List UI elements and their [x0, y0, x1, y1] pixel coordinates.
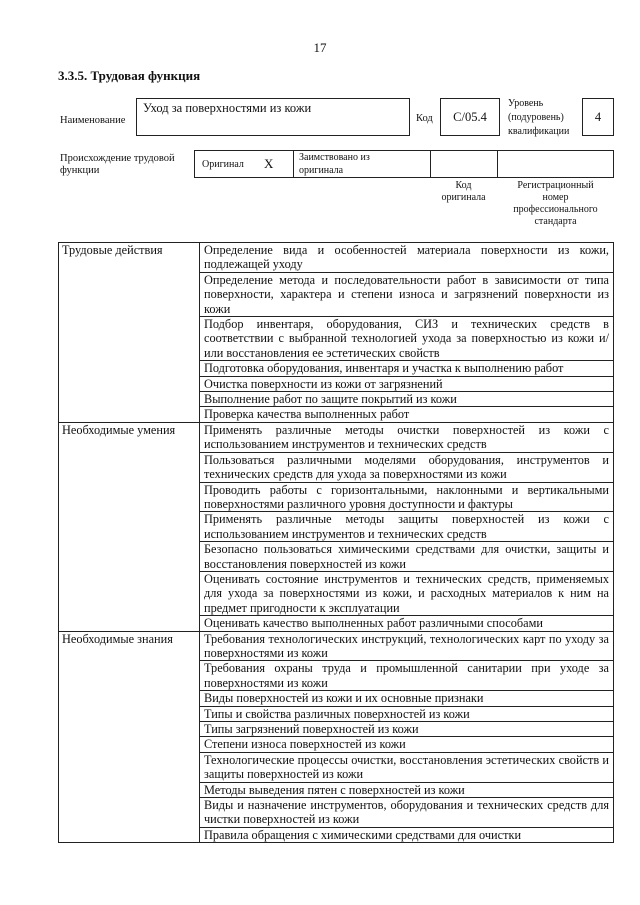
item-cell: Проверка качества выполненных работ	[200, 407, 614, 422]
code-original-line: Код	[455, 180, 472, 191]
item-cell: Правила обращения с химическими средствами для очистки	[200, 827, 614, 842]
item-cell: Требования охраны труда и промышленной санитарии при уходе за поверхностями из кожи	[200, 661, 614, 691]
item-cell: Оценивать качество выполненных работ различными способами	[200, 616, 614, 631]
code-value: С/05.4	[453, 110, 487, 124]
level-label-line: квалификации	[508, 126, 570, 137]
origin-label-line: Происхождение трудовой	[60, 153, 175, 164]
name-value: Уход за поверхностями из кожи	[143, 101, 312, 115]
table-row	[59, 243, 614, 273]
item-cell: Применять различные методы защиты поверхностей из кожи с использованием инструментов и технических средств	[200, 512, 614, 542]
level-value: 4	[594, 110, 602, 124]
item-cell: Подготовка оборудования, инвентаря и участка к выполнению работ	[200, 361, 614, 376]
item-cell: Выполнение работ по защите покрытий из кожи	[200, 392, 614, 407]
item-cell: Определение метода и последовательности работ в зависимости от типа поверхности, характера и степени износа и загрязнений поверхности из кожи	[200, 272, 614, 316]
code-original-line: оригинала	[441, 192, 486, 203]
item-cell: Методы выведения пятен с поверхностей из кожи	[200, 782, 614, 797]
category-cell: Необходимые умения	[59, 422, 200, 631]
item-cell: Очистка поверхности из кожи от загрязнений	[200, 376, 614, 391]
item-cell: Технологические процессы очистки, восстановления эстетических свойств и защиты поверхностей из кожи	[200, 752, 614, 782]
main-table	[58, 242, 614, 843]
original-label: Оригинал	[202, 159, 244, 170]
reg-number-line: номер	[542, 192, 569, 203]
reg-number-line: стандарта	[534, 216, 577, 227]
reg-number-line: профессионального	[513, 204, 598, 215]
borrowed-label-line: оригинала	[299, 165, 344, 176]
level-label-line: Уровень	[508, 98, 544, 109]
item-cell: Определение вида и особенностей материала поверхности из кожи, подлежащей уходу	[200, 243, 614, 273]
page-number: 17	[313, 40, 327, 55]
category-cell: Необходимые знания	[59, 631, 200, 843]
item-cell: Типы загрязнений поверхностей из кожи	[200, 722, 614, 737]
section-title: 3.3.5. Трудовая функция	[58, 68, 201, 83]
item-cell: Подбор инвентаря, оборудования, СИЗ и технических средств в соответствии с выбранной технологией ухода за поверхностью из кожи и/или восстановления ее эстетических свойств	[200, 317, 614, 361]
original-mark: X	[264, 156, 274, 171]
reg-number-line: Регистрационный	[517, 180, 594, 191]
name-label: Наименование	[60, 115, 126, 126]
item-cell: Пользоваться различными моделями оборудования, инструментов и технических средств для ухода за поверхностями из кожи	[200, 452, 614, 482]
item-cell: Степени износа поверхностей из кожи	[200, 737, 614, 752]
item-cell: Проводить работы с горизонтальными, наклонными и вертикальными поверхностями различного уровня доступности и фактуры	[200, 482, 614, 512]
level-label-line: (подуровень)	[508, 112, 564, 123]
table-row	[59, 422, 614, 452]
item-cell: Виды поверхностей из кожи и их основные признаки	[200, 691, 614, 706]
borrowed-label-line: Заимствовано из	[299, 152, 370, 163]
item-cell: Виды и назначение инструментов, оборудования и технических средств для чистки поверхностей из кожи	[200, 798, 614, 828]
item-cell: Применять различные методы очистки поверхностей из кожи с использованием инструментов и технических средств	[200, 422, 614, 452]
item-cell: Требования технологических инструкций, технологических карт по уходу за поверхностями из кожи	[200, 631, 614, 661]
item-cell: Безопасно пользоваться химическими средствами для очистки, защиты и восстановления поверхностей из кожи	[200, 542, 614, 572]
item-cell: Типы и свойства различных поверхностей из кожи	[200, 706, 614, 721]
origin-label-line: функции	[60, 165, 100, 176]
table-row	[59, 631, 614, 661]
code-label: Код	[416, 113, 433, 124]
category-cell: Трудовые действия	[59, 243, 200, 423]
item-cell: Оценивать состояние инструментов и технических средств, применяемых для ухода за поверхностями из кожи, и расходных материалов к ним на предмет пригодности к эксплуатации	[200, 571, 614, 615]
